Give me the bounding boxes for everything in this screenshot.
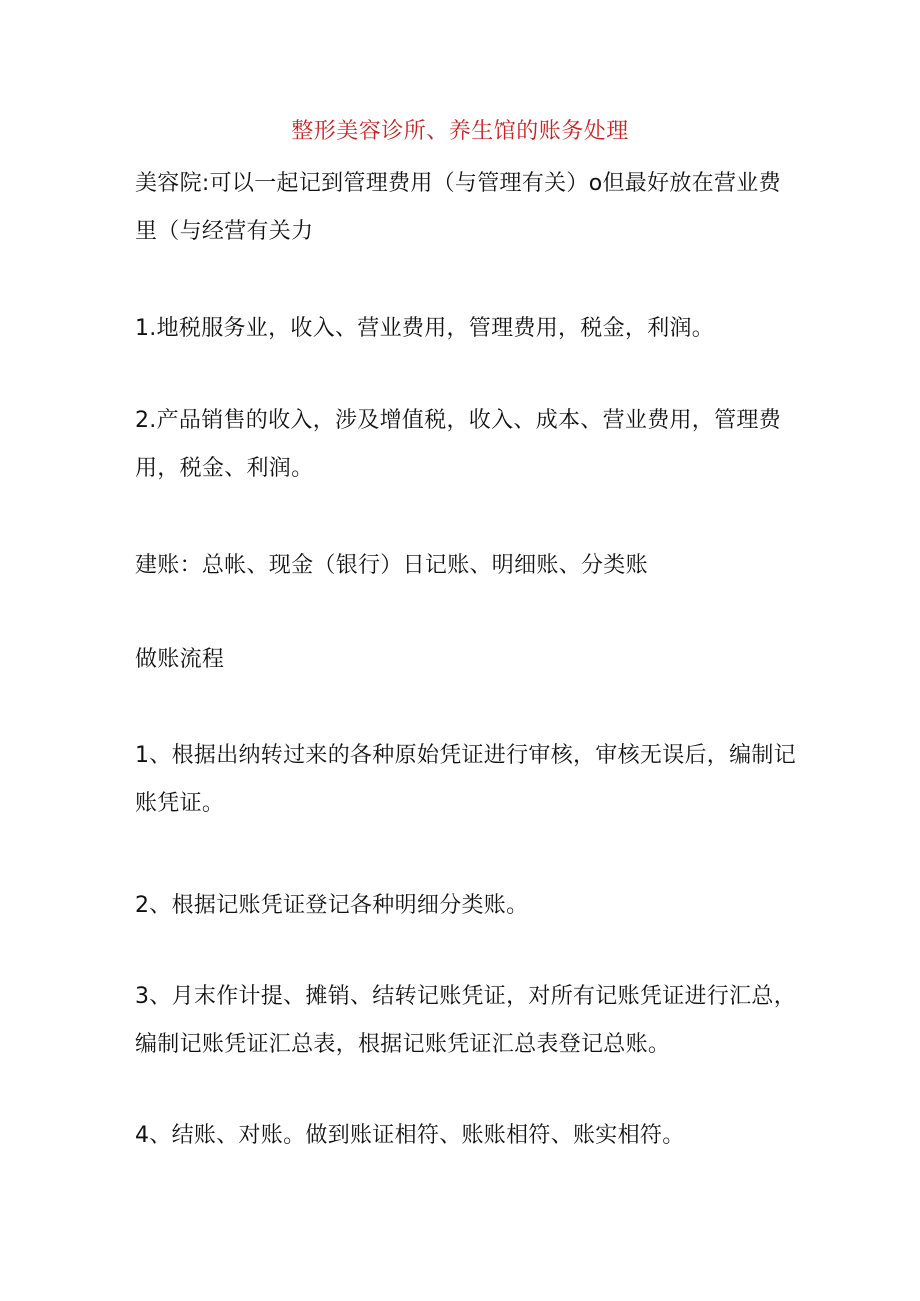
paragraph-beauty-salon-note: 美容院:可以一起记到管理费用（与管理有关）o但最好放在营业费里（与经营有关力 [135, 171, 781, 244]
paragraph-bookkeeping-process-heading: 做账流程 [135, 647, 225, 672]
paragraph-item-2-product-sales: 2.产品销售的收入，涉及增值税，收入、成本、营业费用，管理费用，税金、利润。 [135, 408, 781, 481]
paragraph-step-2: 2、根据记账凭证登记各种明细分类账。 [135, 893, 529, 918]
paragraph-step-3: 3、月末作计提、摊销、结转记账凭证，对所有记账凭证进行汇总，编制记账凭证汇总表，根据记账凭证汇总表登记总账。 [135, 984, 796, 1057]
paragraph-item-1-local-tax: 1.地税服务业，收入、营业费用，管理费用，税金，利润。 [135, 316, 715, 341]
paragraph-step-4: 4、结账、对账。做到账证相符、账账相符、账实相符。 [135, 1123, 685, 1148]
paragraph-account-setup: 建账：总帐、现金（银行）日记账、明细账、分类账 [135, 553, 648, 578]
paragraph-step-1: 1、根据出纳转过来的各种原始凭证进行审核，审核无误后，编制记账凭证。 [135, 743, 796, 816]
document-title: 整形美容诊所、养生馆的账务处理 [291, 119, 629, 144]
